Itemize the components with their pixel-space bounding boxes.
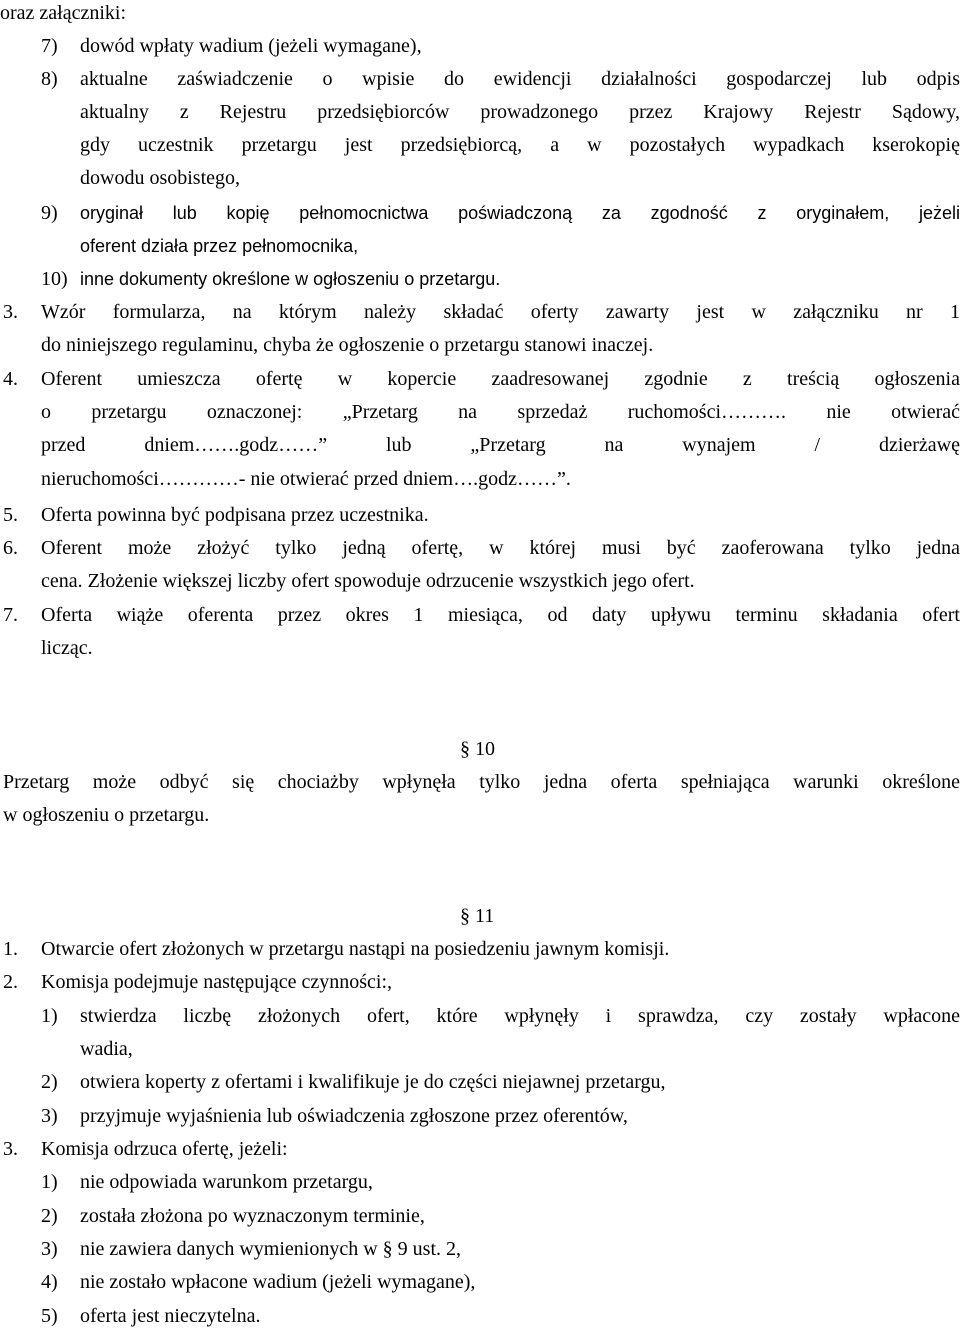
item-text: przed dniem…….godz……” lub „Przetarg na wynajem / dzierżawę bbox=[41, 434, 960, 456]
subitem-text: stwierdza liczbę złożonych ofert, które wpłynęły i sprawdza, czy zostały wpłacone bbox=[80, 1005, 960, 1027]
subitem-text: nie odpowiada warunkom przetargu, bbox=[80, 1171, 373, 1193]
item-number: 1. bbox=[3, 938, 18, 960]
subitem-number: 2) bbox=[41, 1205, 58, 1227]
attachment-text: oferent działa przez pełnomocnika, bbox=[80, 236, 359, 256]
item-text: do niniejszego regulaminu, chyba że ogłoszenie o przetargu stanowi inaczej. bbox=[41, 334, 654, 356]
subitem-text: nie zawiera danych wymienionych w § 9 ust. 2, bbox=[80, 1238, 462, 1260]
section-10-text: Przetarg może odbyć się chociażby wpłynęła tylko jedna oferta spełniająca warunki określone bbox=[3, 771, 960, 793]
item-text: Oferent może złożyć tylko jedną ofertę, w której musi być zaoferowana tylko jedna bbox=[41, 537, 960, 559]
subitem-number: 3) bbox=[41, 1105, 58, 1127]
attachment-number: 9) bbox=[41, 202, 58, 224]
attachment-text: aktualny z Rejestru przedsiębiorców prowadzonego przez Krajowy Rejestr Sądowy, bbox=[80, 101, 960, 123]
item-text: o przetargu oznaczonej: „Przetarg na sprzedaż ruchomości………. nie otwierać bbox=[41, 401, 960, 423]
item-number: 2. bbox=[3, 971, 18, 993]
subitem-number: 5) bbox=[41, 1305, 58, 1327]
intro-text: oraz załączniki: bbox=[0, 2, 127, 24]
item-text: Komisja podejmuje następujące czynności:, bbox=[41, 971, 393, 993]
subitem-text: została złożona po wyznaczonym terminie, bbox=[80, 1205, 425, 1227]
attachment-text: dowód wpłaty wadium (jeżeli wymagane), bbox=[80, 35, 422, 57]
attachment-text: gdy uczestnik przetargu jest przedsiębiorcą, a w pozostałych wypadkach kserokopię bbox=[80, 134, 960, 156]
item-number: 5. bbox=[3, 504, 18, 526]
subitem-number: 2) bbox=[41, 1071, 58, 1093]
subitem-number: 3) bbox=[41, 1238, 58, 1260]
subitem-number: 1) bbox=[41, 1171, 58, 1193]
item-text: Oferta wiąże oferenta przez okres 1 miesiąca, od daty upływu terminu składania ofert bbox=[41, 604, 960, 626]
section-10-text: w ogłoszeniu o przetargu. bbox=[3, 804, 210, 826]
attachment-text: dowodu osobistego, bbox=[80, 167, 240, 189]
item-number: 7. bbox=[3, 604, 18, 626]
attachment-number: 7) bbox=[41, 35, 58, 57]
item-number: 4. bbox=[3, 368, 18, 390]
subitem-number: 1) bbox=[41, 1005, 58, 1027]
item-text: nieruchomości…………- nie otwierać przed dniem….godz……”. bbox=[41, 468, 571, 490]
subitem-text: przyjmuje wyjaśnienia lub oświadczenia zgłoszone przez oferentów, bbox=[80, 1105, 628, 1127]
attachment-number: 10) bbox=[41, 268, 68, 290]
item-number: 3. bbox=[3, 1138, 18, 1160]
item-text: Komisja odrzuca ofertę, jeżeli: bbox=[41, 1138, 288, 1160]
subitem-number: 4) bbox=[41, 1271, 58, 1293]
section-11-heading: § 11 bbox=[460, 905, 495, 927]
item-text: cena. Złożenie większej liczby ofert spowoduje odrzucenie wszystkich jego ofert. bbox=[41, 570, 695, 592]
subitem-text: oferta jest nieczytelna. bbox=[80, 1305, 261, 1327]
subitem-text: wadia, bbox=[80, 1038, 133, 1060]
item-number: 3. bbox=[3, 301, 18, 323]
subitem-text: otwiera koperty z ofertami i kwalifikuje je do części niejawnej przetargu, bbox=[80, 1071, 666, 1093]
attachment-text: oryginał lub kopię pełnomocnictwa poświadczoną za zgodność z oryginałem, jeżeli bbox=[80, 203, 960, 223]
subitem-text: nie zostało wpłacone wadium (jeżeli wymagane), bbox=[80, 1271, 476, 1293]
section-10-heading: § 10 bbox=[460, 738, 495, 760]
attachment-text: aktualne zaświadczenie o wpisie do ewidencji działalności gospodarczej lub odpis bbox=[80, 68, 960, 90]
item-text: Otwarcie ofert złożonych w przetargu nastąpi na posiedzeniu jawnym komisji. bbox=[41, 938, 670, 960]
item-number: 6. bbox=[3, 537, 18, 559]
item-text: Wzór formularza, na którym należy składać oferty zawarty jest w załączniku nr 1 bbox=[41, 301, 960, 323]
attachment-number: 8) bbox=[41, 68, 58, 90]
attachment-text: inne dokumenty określone w ogłoszeniu o przetargu. bbox=[80, 269, 501, 289]
item-text: Oferent umieszcza ofertę w kopercie zaadresowanej zgodnie z treścią ogłoszenia bbox=[41, 368, 960, 390]
item-text: Oferta powinna być podpisana przez uczestnika. bbox=[41, 504, 429, 526]
item-text: licząc. bbox=[41, 637, 93, 659]
